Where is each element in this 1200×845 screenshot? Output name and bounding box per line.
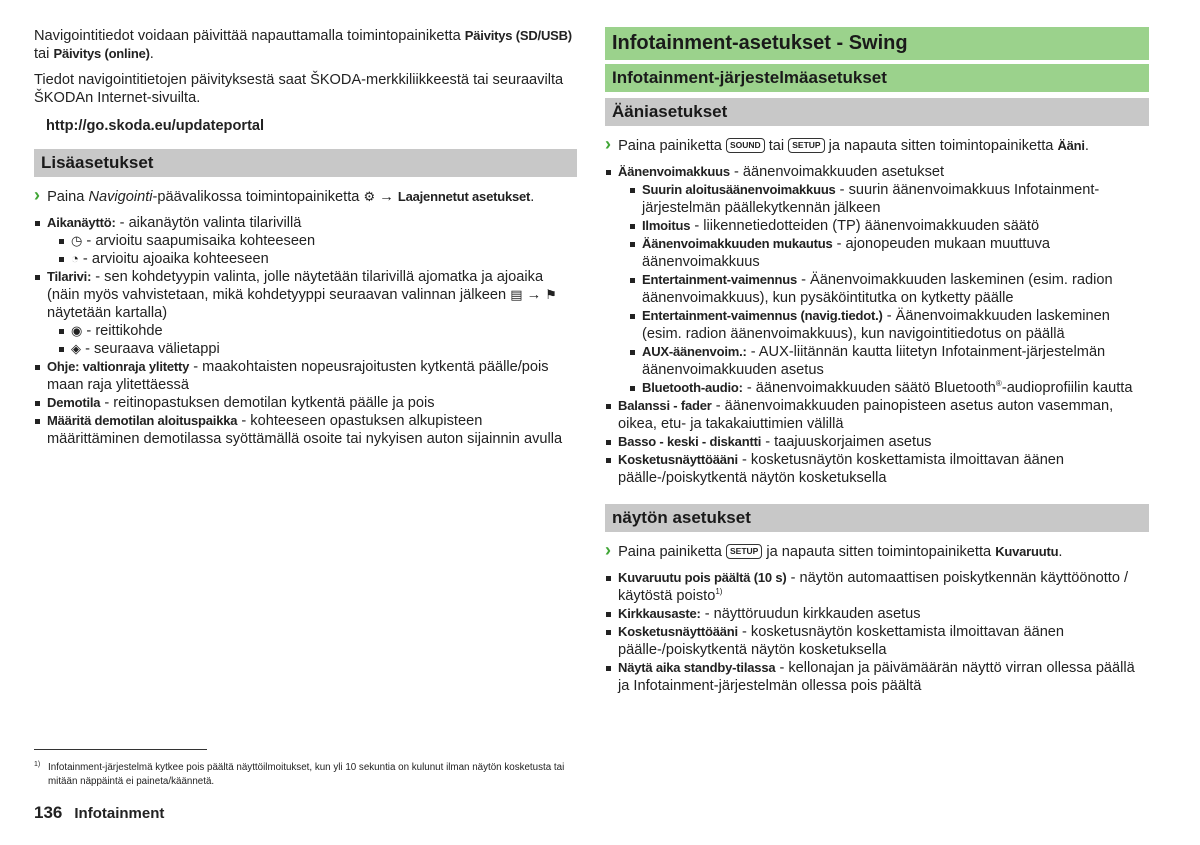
item-text: - sen kohdetyypin valinta, jolle näytetään tilarivillä ajomatka ja ajoaika (näin myös vahvistetaan, mikä kohdetyyppi seuraavan valinnan jälkeen: [47, 269, 544, 303]
step-arrow-icon: ›: [605, 540, 611, 560]
item-text: - näytön automaattisen poiskytkennän käyttöönotto / käytöstä poisto: [618, 570, 1129, 604]
list-item-touch-sound-2: [605, 623, 1149, 659]
item-text: -audioprofiilin kautta: [1001, 380, 1133, 396]
item-keyword: Kuvaruutu pois päältä (10 s): [618, 570, 787, 585]
footnote-number: 1): [34, 761, 41, 768]
item-text: - kellonajan ja päivämäärän näyttö virran ollessa päällä ja Infotainment-järjestelmän ollessa pois päältä: [618, 660, 1135, 694]
footnote: [34, 761, 577, 789]
sub-list: [47, 322, 577, 358]
punctuation: .: [530, 189, 535, 205]
footnote-reference: 1): [715, 587, 723, 597]
section-header-audio: Ääniasetukset: [605, 98, 1149, 126]
punctuation: .: [1058, 544, 1063, 560]
list-item-screen-off: [605, 569, 1149, 605]
item-keyword: Entertainment-vaimennus: [642, 272, 798, 287]
update-or-text: tai: [34, 46, 50, 62]
punctuation: .: [1084, 138, 1089, 154]
item-text: - ajonopeuden mukaan muuttuva äänenvoimakkuus: [642, 236, 1051, 270]
item-text: - reitinopastuksen demotilan kytkentä päälle ja pois: [104, 395, 435, 411]
setup-button-icon: SETUP: [726, 544, 762, 559]
audio-label: Ääni: [1057, 138, 1085, 153]
list-item-balance: [605, 397, 1149, 433]
page-footer: [34, 804, 164, 823]
list-item-traffic-announcement: [629, 217, 1149, 235]
step-text: Paina painiketta: [618, 544, 722, 560]
list-item-route-target: [58, 322, 577, 340]
right-column: [605, 27, 1149, 695]
item-keyword: Kirkkausaste:: [618, 606, 701, 621]
map-icon: ▤: [510, 287, 523, 302]
item-text: - AUX-liitännän kautta liitetyn Infotainment-järjestelmän äänenvoimakkuuden asetus: [642, 344, 1106, 378]
destination-icon: ◉: [71, 323, 83, 338]
item-text: - Äänenvoimakkuuden laskeminen (esim. radion äänenvoimakkuus), kun pysäköintitutka on kytketty päälle: [642, 272, 1113, 306]
item-text: - arvioitu saapumisaika kohteeseen: [86, 233, 316, 249]
item-keyword: AUX-äänenvoim.:: [642, 344, 747, 359]
sound-button-icon: SOUND: [726, 138, 765, 153]
list-item-entertainment-fade: [629, 271, 1149, 307]
item-keyword: Ohje: valtionraja ylitetty: [47, 359, 190, 374]
registered-mark: ®: [995, 379, 1002, 389]
item-keyword: Kosketusnäyttöääni: [618, 452, 738, 467]
update-online-label: Päivitys (online): [53, 46, 150, 61]
item-keyword: Suurin aloitusäänenvoimakkuus: [642, 182, 836, 197]
step-text: ja napauta sitten toimintopainiketta: [766, 544, 992, 560]
item-text: - äänenvoimakkuuden säätö Bluetooth: [746, 380, 996, 396]
item-text: - reittikohde: [86, 323, 163, 339]
item-keyword: Tilarivi:: [47, 269, 92, 284]
item-text: - aikanäytön valinta tilarivillä: [119, 215, 302, 231]
section-header-lisaasetukset: Lisäasetukset: [34, 149, 577, 177]
arrow-glyph: →: [379, 189, 394, 205]
item-text: näytetään kartalla): [47, 305, 168, 321]
item-text: - kohteeseen opastuksen alkupisteen määrittäminen demotilassa syöttämällä osoite tai nykyisen auton sijainnin avulla: [47, 413, 563, 447]
update-paragraph: [34, 27, 577, 63]
item-text: - taajuuskorjaimen asetus: [765, 434, 932, 450]
step-text: Paina painiketta: [618, 138, 722, 154]
waypoint-icon: ◈: [71, 341, 81, 356]
item-text: - näyttöruudun kirkkauden asetus: [704, 606, 921, 622]
screen-instruction-step: [605, 541, 1149, 561]
item-keyword: Ilmoitus: [642, 218, 691, 233]
step-text: -päävalikossa toimintopainiketta: [152, 189, 360, 205]
punctuation: .: [149, 46, 154, 62]
clock-icon: ◷: [71, 233, 83, 248]
section-header-screen: näytön asetukset: [605, 504, 1149, 532]
list-item-demotila: [34, 394, 577, 412]
item-keyword: Määritä demotilan aloituspaikka: [47, 413, 238, 428]
list-item-ohje: [34, 358, 577, 394]
item-keyword: Entertainment-vaimennus (navig.tiedot.): [642, 308, 883, 323]
screen-settings-list: [605, 569, 1149, 695]
extended-settings-label: Laajennetut asetukset: [397, 189, 531, 204]
step-text: ja napauta sitten toimintopainiketta: [828, 138, 1054, 154]
list-item-max-volume: [629, 181, 1149, 217]
footnote-text: Infotainment-järjestelmä kytkee pois päältä näyttöilmoitukset, kun yli 10 sekuntia on kulunut ilman näytön kosketusta tai mitään näppäintä ei paineta/käännetä.: [48, 762, 565, 787]
settings-gear-icon: ⚙: [363, 189, 376, 204]
list-item-bluetooth-audio: [629, 379, 1149, 397]
list-item-maarita: [34, 412, 577, 448]
list-item-standby-clock: [605, 659, 1149, 695]
item-keyword: Bluetooth-audio:: [642, 380, 743, 395]
item-keyword: Äänenvoimakkuus: [618, 164, 730, 179]
footnote-divider: [34, 749, 207, 750]
item-text: - seuraava välietappi: [85, 341, 220, 357]
timer-icon: ◔: [71, 251, 79, 266]
footer-section-name: Infotainment: [74, 805, 165, 822]
item-keyword: Aikanäyttö:: [47, 215, 116, 230]
sub-list: [618, 181, 1149, 397]
item-text: - kosketusnäytön koskettamista ilmoittavan äänen päälle-/poiskytkentä näytön kosketuksella: [618, 624, 1065, 658]
update-sd-usb-label: Päivitys (SD/USB): [464, 28, 572, 43]
audio-instruction-step: [605, 135, 1149, 155]
item-text: - arvioitu ajoaika kohteeseen: [82, 251, 269, 267]
arrow-glyph: →: [526, 287, 542, 303]
update-text: Navigointitiedot voidaan päivittää napauttamalla toimintopainiketta: [34, 28, 461, 44]
item-keyword: Äänenvoimakkuuden mukautus: [642, 236, 833, 251]
item-text: - maakohtaisten nopeusrajoitusten kytkentä päälle/pois maan raja ylitettäessä: [47, 359, 549, 393]
update-portal-link[interactable]: http://go.skoda.eu/updateportal: [46, 118, 265, 134]
step-arrow-icon: ›: [605, 134, 611, 154]
navigation-label: Navigointi: [88, 189, 153, 205]
settings-list: [34, 214, 577, 448]
left-column: [34, 27, 577, 448]
dealer-paragraph: Tiedot navigointitietojen päivityksestä saat ŠKODA-merkkiliikkeestä tai seuraavilta ŠKODAn Internet-sivuilta.: [34, 72, 564, 106]
list-item-arrival: [58, 232, 577, 250]
step-arrow-icon: ›: [34, 185, 40, 205]
list-item-tilarivi: [34, 268, 577, 358]
list-item-brightness: [605, 605, 1149, 623]
section-title: Infotainment-järjestelmäasetukset: [605, 64, 1149, 92]
item-keyword: Balanssi - fader: [618, 398, 712, 413]
item-text: - äänenvoimakkuuden painopisteen asetus auton vasemman, oikea, etu- ja takakaiuttimien välillä: [618, 398, 1114, 432]
item-text: - äänenvoimakkuuden asetukset: [733, 164, 945, 180]
item-keyword: Basso - keski - diskantti: [618, 434, 762, 449]
list-item-equalizer: [605, 433, 1149, 451]
step-text: Paina: [47, 189, 85, 205]
list-item-drive-time: [58, 250, 577, 268]
list-item-volume: [605, 163, 1149, 397]
screen-label: Kuvaruutu: [995, 544, 1059, 559]
item-keyword: Näytä aika standby-tilassa: [618, 660, 776, 675]
item-text: - Äänenvoimakkuuden laskeminen (esim. radion äänenvoimakkuus), kun navigointitiedotus on päällä: [642, 308, 1110, 342]
page-number: 136: [34, 803, 63, 822]
list-item-aux-volume: [629, 343, 1149, 379]
page-title: Infotainment-asetukset - Swing: [605, 27, 1149, 60]
list-item-entertainment-fade-nav: [629, 307, 1149, 343]
flag-icon: ⚑: [545, 287, 557, 302]
setup-button-icon: SETUP: [788, 138, 824, 153]
item-text: - liikennetiedotteiden (TP) äänenvoimakkuuden säätö: [694, 218, 1040, 234]
instruction-step: [34, 186, 577, 206]
step-text: tai: [768, 138, 785, 154]
item-keyword: Demotila: [47, 395, 101, 410]
list-item-speed-volume: [629, 235, 1149, 271]
item-text: - kosketusnäytön koskettamista ilmoittavan äänen päälle-/poiskytkentä näytön kosketuksella: [618, 452, 1065, 486]
list-item-touch-sound: [605, 451, 1149, 487]
item-keyword: Kosketusnäyttöääni: [618, 624, 738, 639]
list-item-aikanaytto: [34, 214, 577, 268]
sub-list: [47, 232, 577, 268]
list-item-next-stop: [58, 340, 577, 358]
item-text: - suurin äänenvoimakkuus Infotainment-järjestelmän päällekytkennän jälkeen: [642, 182, 1100, 216]
audio-settings-list: [605, 163, 1149, 487]
